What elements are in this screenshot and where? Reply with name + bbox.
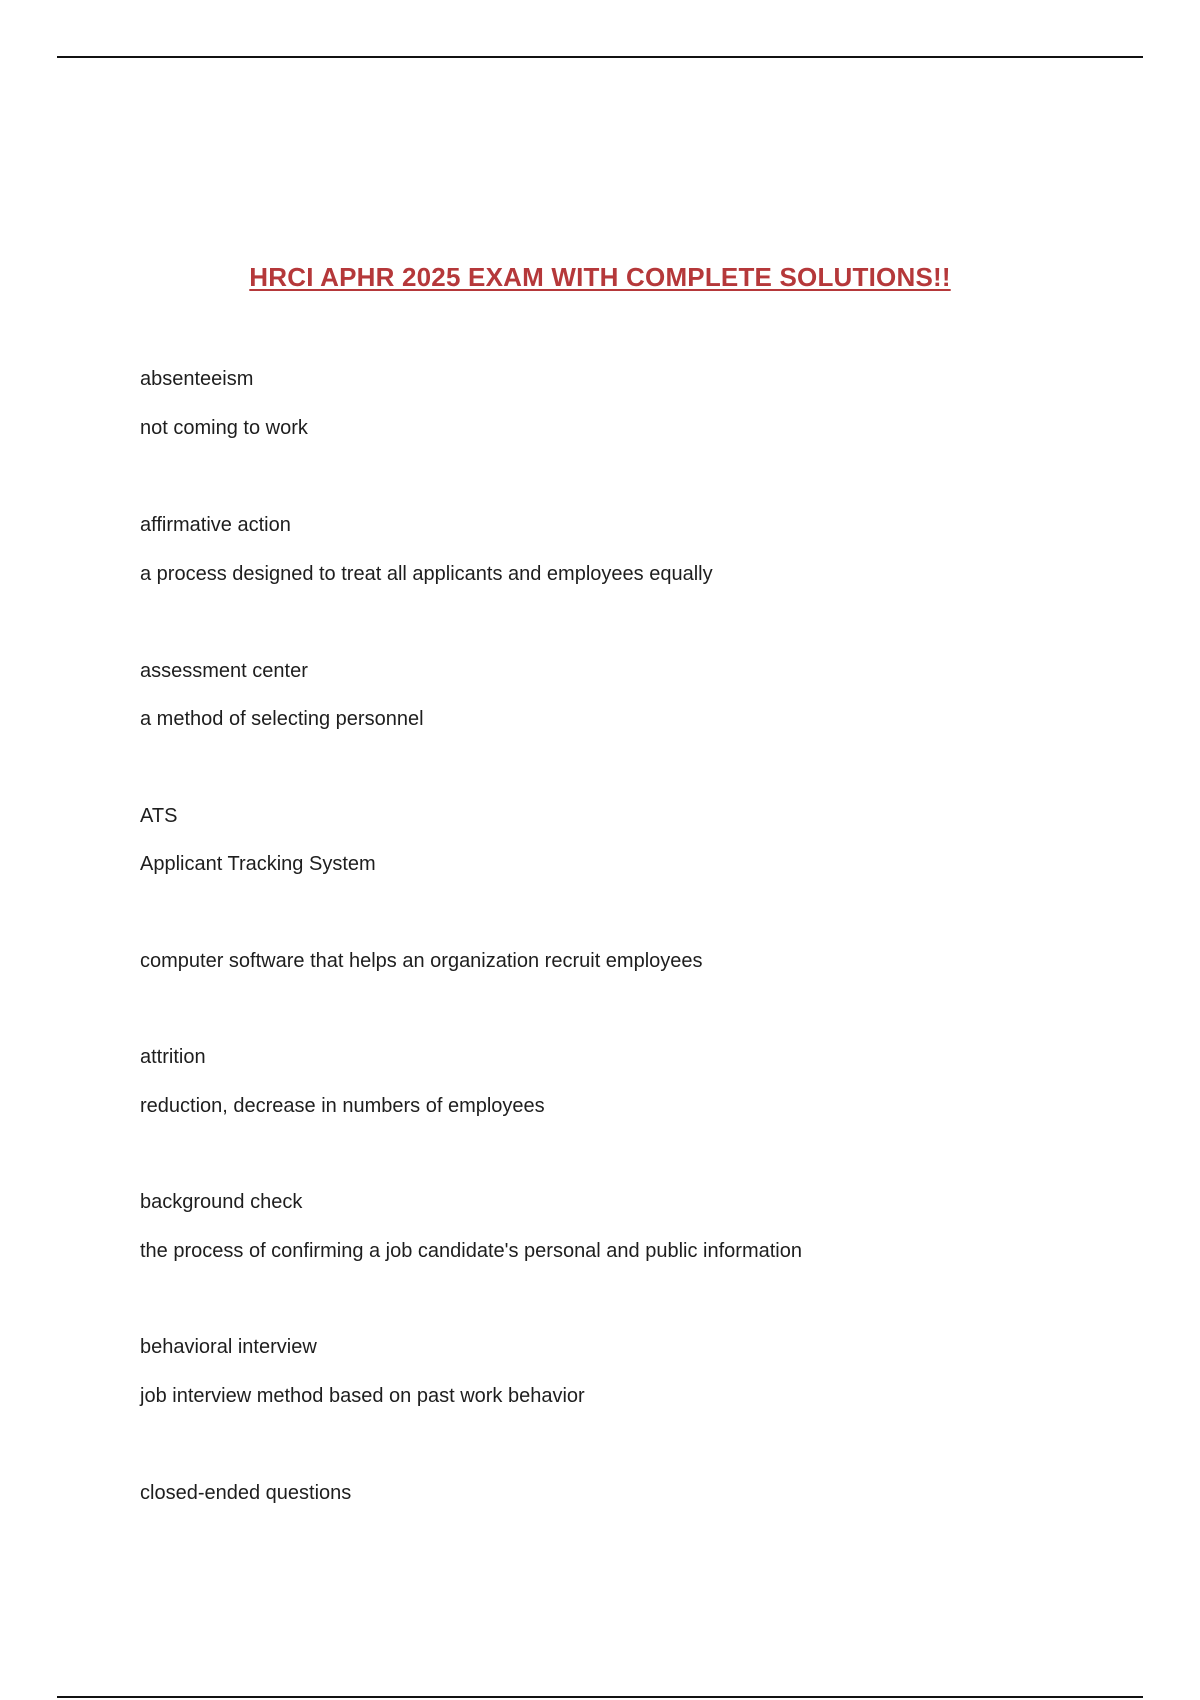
- definition: not coming to work: [140, 417, 308, 439]
- term: attrition: [140, 1046, 206, 1068]
- term: closed-ended questions: [140, 1482, 352, 1504]
- document-title: HRCI APHR 2025 EXAM WITH COMPLETE SOLUTIONS!!: [249, 262, 951, 292]
- term: background check: [140, 1191, 303, 1213]
- definition: a process designed to treat all applicants and employees equally: [140, 563, 713, 585]
- term: assessment center: [140, 660, 308, 682]
- definition: Applicant Tracking System: [140, 853, 376, 875]
- term: absenteeism: [140, 368, 254, 390]
- definition: reduction, decrease in numbers of employees: [140, 1095, 545, 1117]
- term: ATS: [140, 805, 178, 827]
- footer-rule: [57, 1696, 1143, 1698]
- term: affirmative action: [140, 514, 291, 536]
- term: behavioral interview: [140, 1336, 317, 1358]
- definition: computer software that helps an organization recruit employees: [140, 950, 703, 972]
- definition: a method of selecting personnel: [140, 708, 424, 730]
- definition: job interview method based on past work behavior: [140, 1385, 585, 1407]
- definition: the process of confirming a job candidate's personal and public information: [140, 1240, 802, 1262]
